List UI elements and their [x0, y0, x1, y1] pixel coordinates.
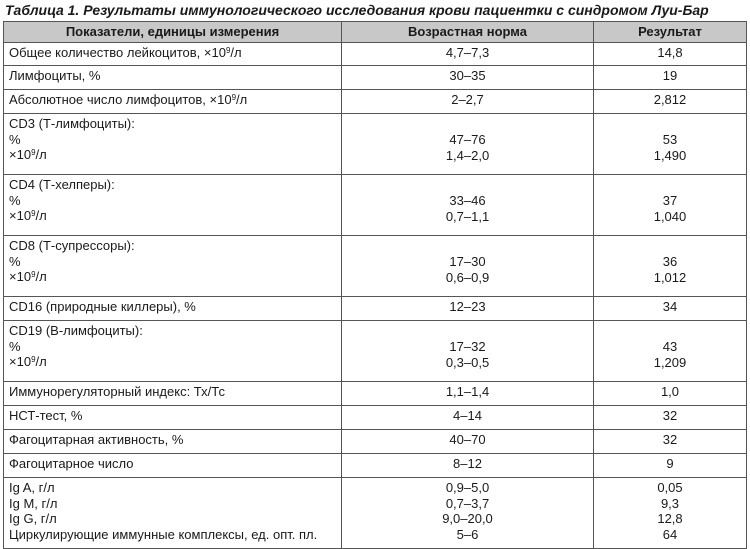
table-row-cd19: [4, 321, 747, 382]
norm-value: 33–46 0,7–1,1: [342, 175, 594, 236]
norm-value: 30–35: [342, 66, 594, 90]
norm-value: 12–23: [342, 297, 594, 321]
result-value: 53 1,490: [594, 114, 747, 175]
result-value: 36 1,012: [594, 236, 747, 297]
norm-value: 8–12: [342, 454, 594, 478]
result-value: 0,05 9,3 12,8 64: [594, 478, 747, 549]
norm-value: 4,7–7,3: [342, 43, 594, 66]
table-row: [4, 454, 747, 478]
result-value: 32: [594, 406, 747, 430]
row-label: CD16 (природные киллеры), %: [4, 297, 342, 321]
table-caption: [5, 2, 709, 19]
result-value: 1,0: [594, 382, 747, 406]
row-label: Общее количество лейкоцитов, $\times 10^9/л$: [4, 43, 342, 66]
header-result: Результат: [594, 22, 747, 43]
table-row-immunoglobulins: [4, 478, 747, 549]
norm-value: 1,1–1,4: [342, 382, 594, 406]
table-row: [4, 406, 747, 430]
row-label: CD4 (Т-хелперы): % $\times 10^9/л$: [4, 175, 342, 236]
row-label: НСТ-тест, %: [4, 406, 342, 430]
norm-value: 4–14: [342, 406, 594, 430]
header-norm: Возрастная норма: [342, 22, 594, 43]
caption-label: Таблица 1.: [5, 2, 80, 18]
table-row: [4, 382, 747, 406]
row-label: CD19 (В-лимфоциты): % $\times 10^9/л$: [4, 321, 342, 382]
table-row-cd8: [4, 236, 747, 297]
row-label: Иммунорегуляторный индекс: Тх/Тс: [4, 382, 342, 406]
table-row: [4, 430, 747, 454]
table-row: [4, 297, 747, 321]
row-label: Лимфоциты, %: [4, 66, 342, 90]
row-label: Фагоцитарное число: [4, 454, 342, 478]
result-value: 43 1,209: [594, 321, 747, 382]
header-indicator: Показатели, единицы измерения: [4, 22, 342, 43]
result-value: 14,8: [594, 43, 747, 66]
result-value: 34: [594, 297, 747, 321]
caption-title: Результаты иммунологического исследования крови пациентки с синдромом Луи-Бар: [83, 2, 709, 18]
result-value: 9: [594, 454, 747, 478]
table-row-cd4: [4, 175, 747, 236]
table-header-row: [4, 22, 747, 43]
norm-value: 17–30 0,6–0,9: [342, 236, 594, 297]
table-row: [4, 66, 747, 90]
table-row: [4, 90, 747, 114]
result-value: 32: [594, 430, 747, 454]
norm-value: 17–32 0,3–0,5: [342, 321, 594, 382]
row-label: Абсолютное число лимфоцитов, $\times 10^9/л$: [4, 90, 342, 114]
row-label: Фагоцитарная активность, %: [4, 430, 342, 454]
result-value: 19: [594, 66, 747, 90]
immunology-results-table: [3, 21, 747, 549]
norm-value: 47–76 1,4–2,0: [342, 114, 594, 175]
result-value: 37 1,040: [594, 175, 747, 236]
norm-value: 0,9–5,0 0,7–3,7 9,0–20,0 5–6: [342, 478, 594, 549]
table-row: [4, 43, 747, 66]
norm-value: 40–70: [342, 430, 594, 454]
row-label: CD3 (Т-лимфоциты): % $\times 10^9/л$: [4, 114, 342, 175]
norm-value: 2–2,7: [342, 90, 594, 114]
table-row-cd3: [4, 114, 747, 175]
row-label: CD8 (Т-супрессоры): % $\times 10^9/л$: [4, 236, 342, 297]
row-label: Ig A, г/л Ig M, г/л Ig G, г/л Циркулирующие иммунные комплексы, ед. опт. пл.: [4, 478, 342, 549]
result-value: 2,812: [594, 90, 747, 114]
